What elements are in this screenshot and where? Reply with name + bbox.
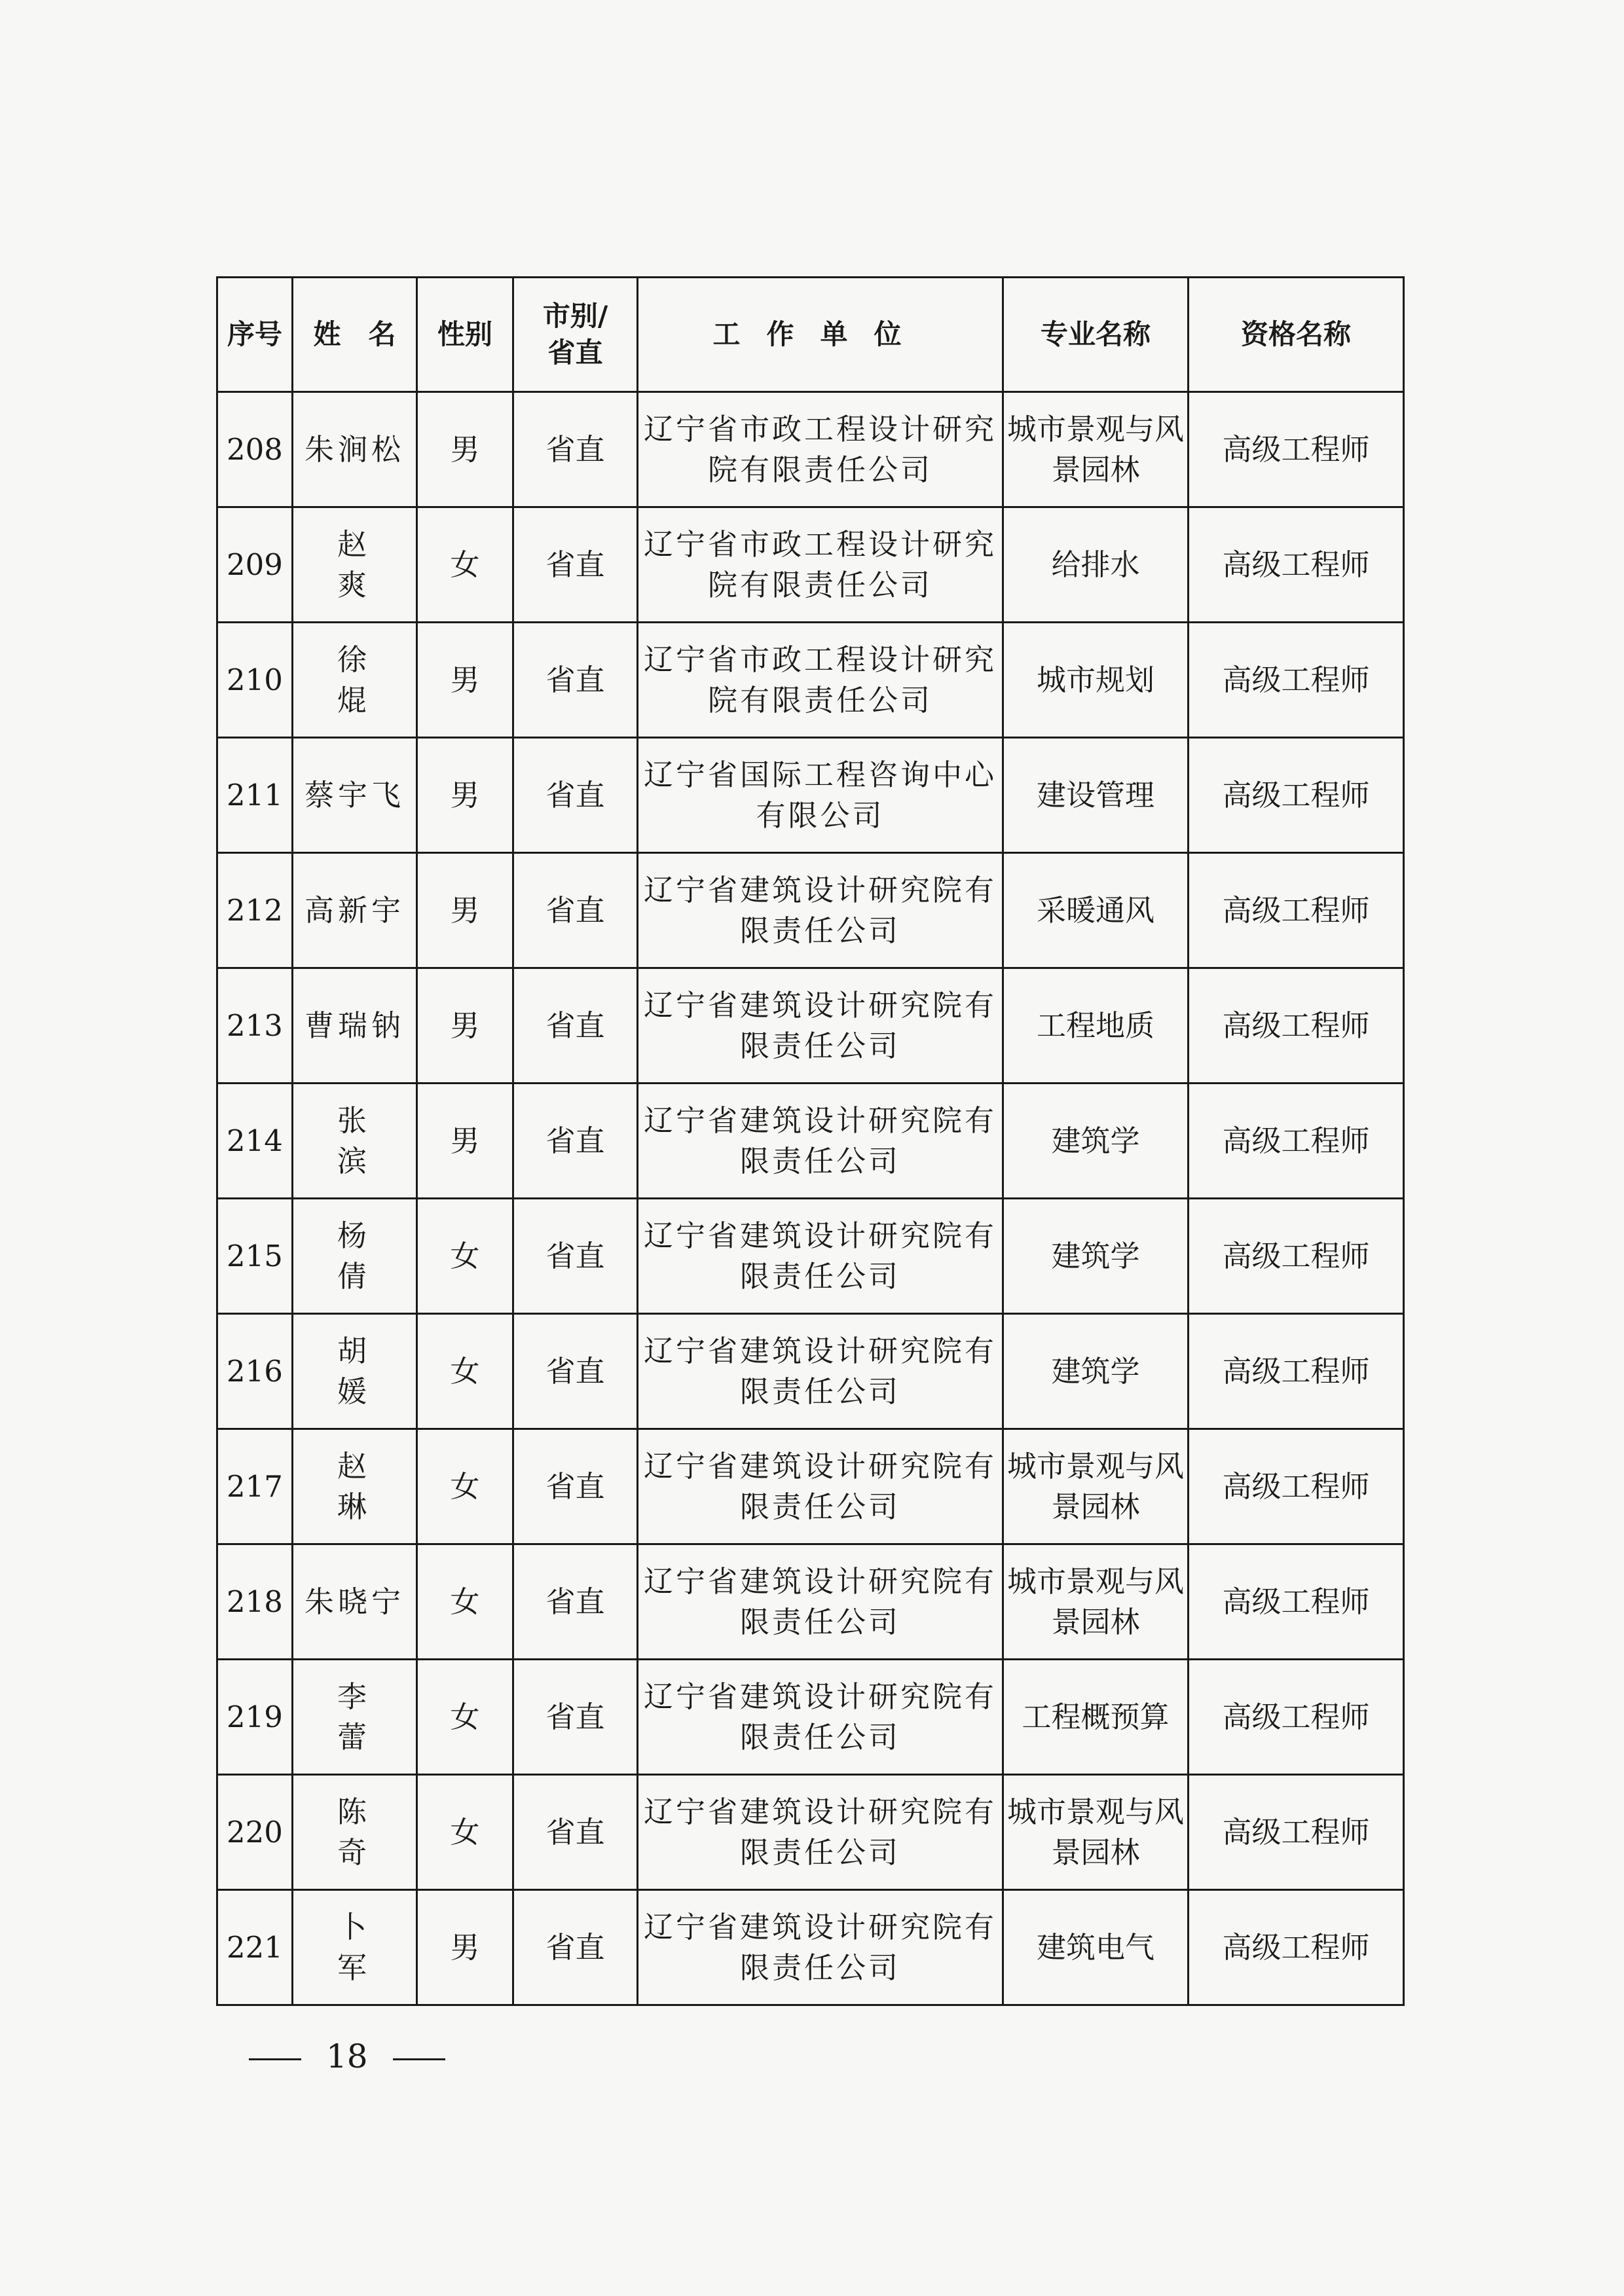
cell-seq: 219 — [217, 1660, 293, 1775]
cell-name: 徐焜 — [293, 623, 417, 738]
cell-gender: 男 — [417, 1084, 513, 1199]
cell-gender: 女 — [417, 1775, 513, 1890]
cell-major: 建设管理 — [1003, 738, 1189, 853]
roster-table — [216, 276, 1405, 2006]
cell-qualification: 高级工程师 — [1189, 1775, 1404, 1890]
cell-unit: 辽宁省建筑设计研究院有限责任公司 — [638, 1890, 1003, 2005]
table-row — [217, 1775, 1404, 1890]
cell-seq: 214 — [217, 1084, 293, 1199]
header-region: 市别/ 省直 — [513, 278, 638, 392]
cell-qualification: 高级工程师 — [1189, 1084, 1404, 1199]
cell-unit: 辽宁省建筑设计研究院有限责任公司 — [638, 1429, 1003, 1544]
cell-gender: 男 — [417, 623, 513, 738]
cell-name: 曹瑞钠 — [293, 968, 417, 1084]
table-row — [217, 1084, 1404, 1199]
cell-region: 省直 — [513, 853, 638, 968]
footer-dash-right — [393, 2058, 445, 2060]
cell-region: 省直 — [513, 1084, 638, 1199]
cell-name: 朱涧松 — [293, 392, 417, 507]
cell-name: 高新宇 — [293, 853, 417, 968]
header-unit: 工作单位 — [638, 278, 1003, 392]
cell-region: 省直 — [513, 1890, 638, 2005]
cell-unit: 辽宁省建筑设计研究院有限责任公司 — [638, 968, 1003, 1084]
table-row — [217, 1890, 1404, 2005]
table-header — [217, 278, 1404, 392]
table-row — [217, 853, 1404, 968]
header-qualification: 资格名称 — [1189, 278, 1404, 392]
cell-major: 城市景观与风景园林 — [1003, 1775, 1189, 1890]
cell-unit: 辽宁省市政工程设计研究院有限责任公司 — [638, 392, 1003, 507]
cell-major: 城市规划 — [1003, 623, 1189, 738]
cell-region: 省直 — [513, 1314, 638, 1429]
cell-unit: 辽宁省国际工程咨询中心有限公司 — [638, 738, 1003, 853]
cell-unit: 辽宁省建筑设计研究院有限责任公司 — [638, 1314, 1003, 1429]
cell-gender: 男 — [417, 738, 513, 853]
cell-name: 朱晓宁 — [293, 1544, 417, 1660]
table-row — [217, 1660, 1404, 1775]
cell-gender: 男 — [417, 853, 513, 968]
cell-gender: 女 — [417, 1660, 513, 1775]
cell-name: 张滨 — [293, 1084, 417, 1199]
cell-name: 胡媛 — [293, 1314, 417, 1429]
cell-unit: 辽宁省市政工程设计研究院有限责任公司 — [638, 507, 1003, 623]
cell-gender: 男 — [417, 392, 513, 507]
cell-gender: 女 — [417, 507, 513, 623]
cell-qualification: 高级工程师 — [1189, 968, 1404, 1084]
cell-gender: 女 — [417, 1429, 513, 1544]
cell-unit: 辽宁省市政工程设计研究院有限责任公司 — [638, 623, 1003, 738]
cell-major: 城市景观与风景园林 — [1003, 1429, 1189, 1544]
table-row — [217, 738, 1404, 853]
cell-region: 省直 — [513, 1429, 638, 1544]
cell-seq: 208 — [217, 392, 293, 507]
cell-seq: 220 — [217, 1775, 293, 1890]
cell-name: 卜军 — [293, 1890, 417, 2005]
cell-major: 采暖通风 — [1003, 853, 1189, 968]
table-row — [217, 1544, 1404, 1660]
cell-qualification: 高级工程师 — [1189, 623, 1404, 738]
cell-seq: 213 — [217, 968, 293, 1084]
cell-qualification: 高级工程师 — [1189, 1544, 1404, 1660]
cell-gender: 女 — [417, 1314, 513, 1429]
page-number: 18 — [326, 2037, 368, 2075]
cell-seq: 212 — [217, 853, 293, 968]
cell-major: 建筑电气 — [1003, 1890, 1189, 2005]
cell-major: 建筑学 — [1003, 1314, 1189, 1429]
cell-major: 城市景观与风景园林 — [1003, 392, 1189, 507]
table-row — [217, 968, 1404, 1084]
cell-major: 建筑学 — [1003, 1084, 1189, 1199]
table-row — [217, 507, 1404, 623]
cell-qualification: 高级工程师 — [1189, 1314, 1404, 1429]
cell-gender: 女 — [417, 1199, 513, 1314]
table-row — [217, 623, 1404, 738]
cell-major: 工程地质 — [1003, 968, 1189, 1084]
table-row — [217, 392, 1404, 507]
table-body — [217, 392, 1404, 2005]
cell-name: 蔡宇飞 — [293, 738, 417, 853]
table-row — [217, 1314, 1404, 1429]
cell-seq: 210 — [217, 623, 293, 738]
cell-seq: 218 — [217, 1544, 293, 1660]
cell-gender: 男 — [417, 1890, 513, 2005]
cell-region: 省直 — [513, 1775, 638, 1890]
cell-name: 李蕾 — [293, 1660, 417, 1775]
cell-seq: 221 — [217, 1890, 293, 2005]
cell-seq: 217 — [217, 1429, 293, 1544]
cell-region: 省直 — [513, 507, 638, 623]
cell-unit: 辽宁省建筑设计研究院有限责任公司 — [638, 1084, 1003, 1199]
cell-major: 城市景观与风景园林 — [1003, 1544, 1189, 1660]
cell-qualification: 高级工程师 — [1189, 1429, 1404, 1544]
cell-region: 省直 — [513, 968, 638, 1084]
cell-name: 赵琳 — [293, 1429, 417, 1544]
cell-qualification: 高级工程师 — [1189, 1199, 1404, 1314]
cell-region: 省直 — [513, 1544, 638, 1660]
cell-seq: 216 — [217, 1314, 293, 1429]
cell-name: 杨倩 — [293, 1199, 417, 1314]
cell-qualification: 高级工程师 — [1189, 507, 1404, 623]
cell-qualification: 高级工程师 — [1189, 853, 1404, 968]
cell-unit: 辽宁省建筑设计研究院有限责任公司 — [638, 853, 1003, 968]
cell-qualification: 高级工程师 — [1189, 392, 1404, 507]
cell-major: 工程概预算 — [1003, 1660, 1189, 1775]
header-seq: 序号 — [217, 278, 293, 392]
table-row — [217, 1199, 1404, 1314]
footer-dash-left — [249, 2058, 301, 2060]
cell-unit: 辽宁省建筑设计研究院有限责任公司 — [638, 1660, 1003, 1775]
cell-unit: 辽宁省建筑设计研究院有限责任公司 — [638, 1199, 1003, 1314]
header-major: 专业名称 — [1003, 278, 1189, 392]
cell-qualification: 高级工程师 — [1189, 1660, 1404, 1775]
header-row — [217, 278, 1404, 392]
cell-major: 给排水 — [1003, 507, 1189, 623]
cell-major: 建筑学 — [1003, 1199, 1189, 1314]
cell-unit: 辽宁省建筑设计研究院有限责任公司 — [638, 1544, 1003, 1660]
cell-region: 省直 — [513, 623, 638, 738]
cell-gender: 女 — [417, 1544, 513, 1660]
table-row — [217, 1429, 1404, 1544]
cell-region: 省直 — [513, 1660, 638, 1775]
cell-seq: 215 — [217, 1199, 293, 1314]
cell-qualification: 高级工程师 — [1189, 738, 1404, 853]
cell-seq: 209 — [217, 507, 293, 623]
cell-unit: 辽宁省建筑设计研究院有限责任公司 — [638, 1775, 1003, 1890]
cell-region: 省直 — [513, 1199, 638, 1314]
cell-region: 省直 — [513, 392, 638, 507]
page-number-footer — [249, 2037, 445, 2075]
cell-seq: 211 — [217, 738, 293, 853]
cell-name: 陈奇 — [293, 1775, 417, 1890]
cell-gender: 男 — [417, 968, 513, 1084]
cell-name: 赵爽 — [293, 507, 417, 623]
header-gender: 性别 — [417, 278, 513, 392]
header-name: 姓 名 — [293, 278, 417, 392]
cell-qualification: 高级工程师 — [1189, 1890, 1404, 2005]
cell-region: 省直 — [513, 738, 638, 853]
